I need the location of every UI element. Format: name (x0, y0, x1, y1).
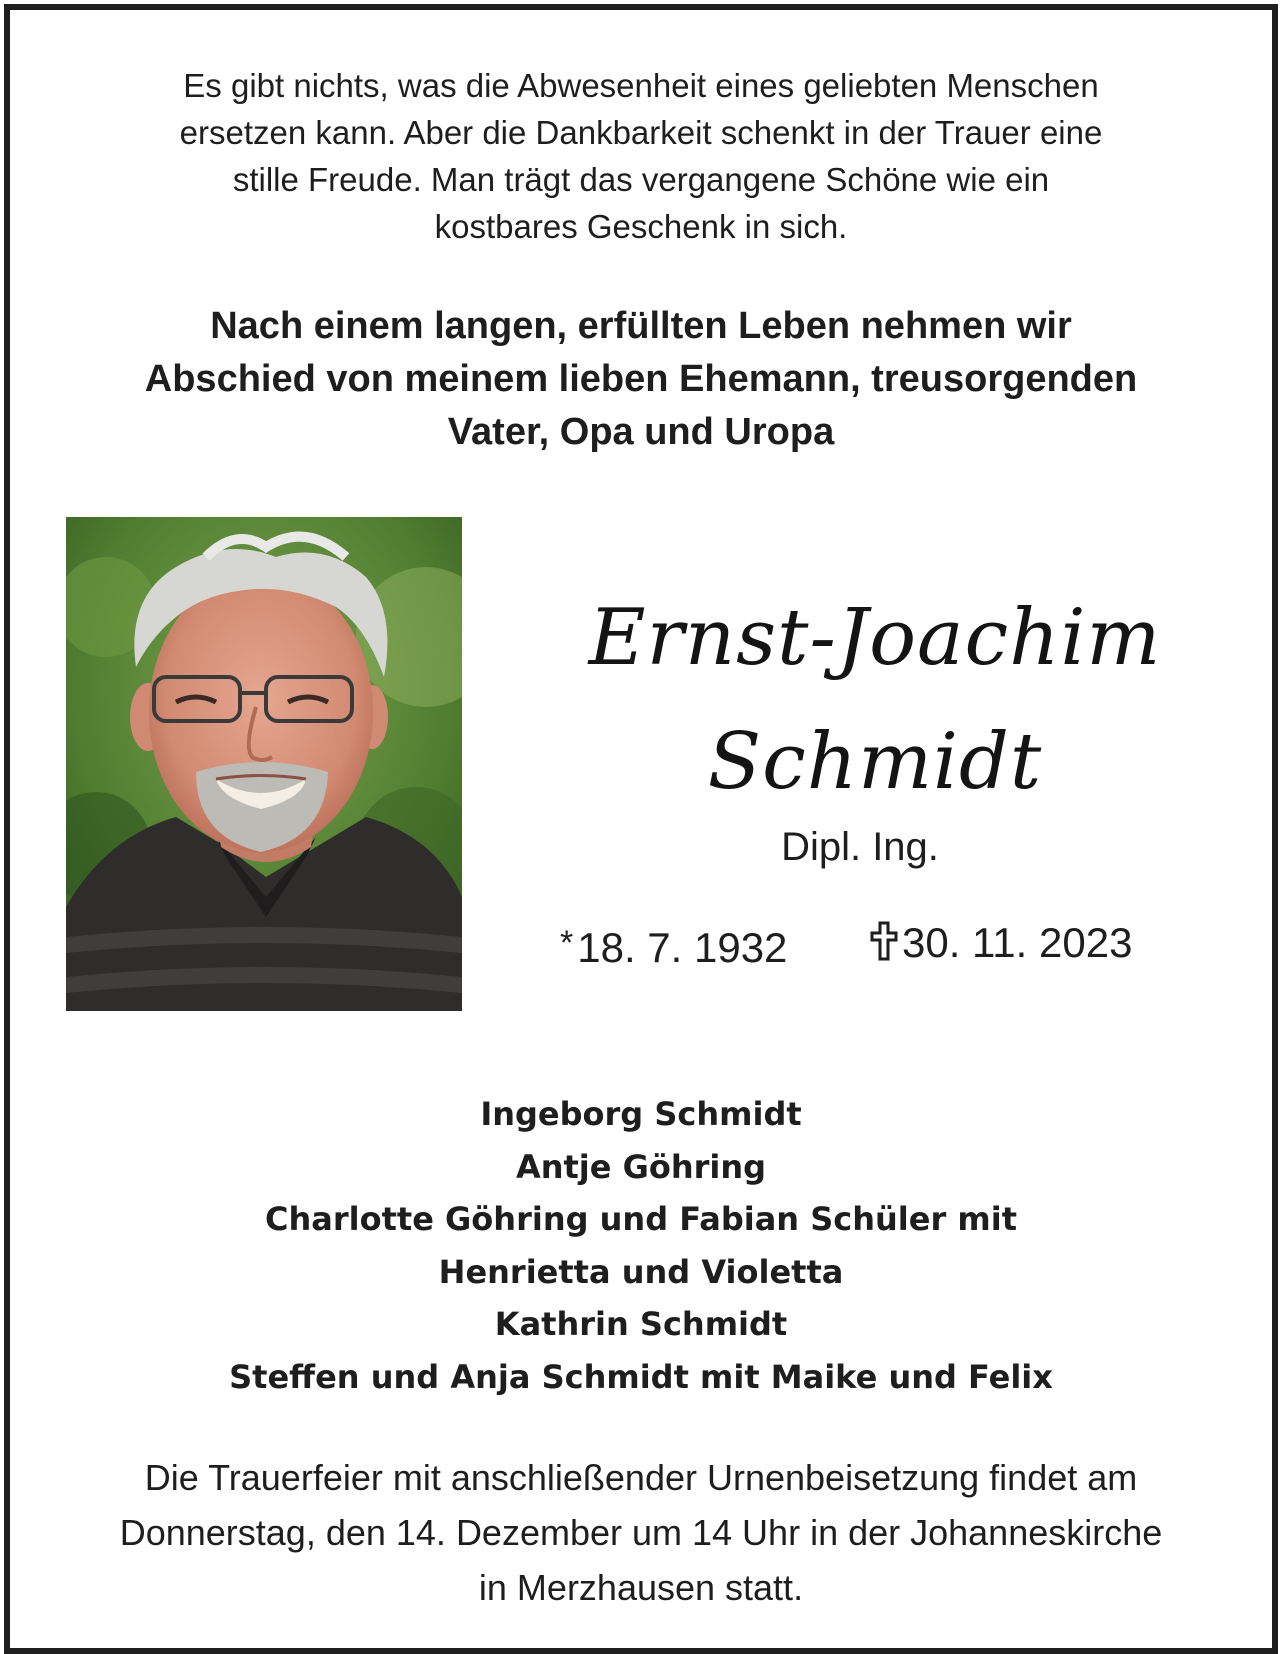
quote-line: kostbares Geschenk in sich. (434, 208, 848, 245)
birth-date-block (560, 915, 787, 971)
birth-date: 18. 7. 1932 (577, 924, 788, 971)
service-line: Donnerstag, den 14. Dezember um 14 Uhr in der Johanneskirche (119, 1512, 1163, 1553)
mourner-line: Kathrin Schmidt (494, 1305, 788, 1343)
mourner-line: Henrietta und Violetta (438, 1252, 844, 1291)
death-date: 30. 11. 2023 (902, 919, 1133, 966)
academic-title: Dipl. Ing. (781, 825, 939, 869)
service-line: in Merzhausen statt. (478, 1567, 804, 1608)
headline-line: Vater, Opa und Uropa (447, 411, 835, 453)
funeral-service-info (30, 1450, 1252, 1615)
quote-line: Es gibt nichts, was die Abwesenheit eines geliebten Menschen (183, 67, 1099, 104)
mourner-line: Antje Göhring (515, 1147, 767, 1186)
mourner-line: Steffen und Anja Schmidt mit Maike und Felix (229, 1357, 1053, 1396)
portrait-photo (66, 517, 462, 1011)
cross-icon (870, 921, 898, 961)
obituary-frame (4, 4, 1278, 1654)
deceased-name (480, 576, 1270, 824)
announcement-headline (30, 300, 1252, 459)
mourner-line: Charlotte Göhring und Fabian Schüler mit (265, 1200, 1017, 1238)
quote-line: stille Freude. Man trägt das vergangene Schöne wie ein (232, 161, 1050, 198)
birth-mark: * (560, 924, 574, 962)
headline-line: Nach einem langen, erfüllten Leben nehmen wir (210, 305, 1072, 347)
headline-line: Abschied von meinem lieben Ehemann, treusorgenden (144, 358, 1138, 400)
opening-quote (50, 62, 1232, 250)
name-last-line: Schmidt (707, 717, 1043, 807)
mourner-line: Ingeborg Schmidt (480, 1095, 802, 1133)
name-first-line: Ernst-Joachim (588, 593, 1162, 683)
quote-line: ersetzen kann. Aber die Dankbarkeit schenkt in der Trauer eine (179, 114, 1103, 151)
death-date-block (870, 915, 1132, 971)
service-line: Die Trauerfeier mit anschließender Urnenbeisetzung findet am (144, 1457, 1138, 1498)
mourners-list (50, 1088, 1232, 1403)
